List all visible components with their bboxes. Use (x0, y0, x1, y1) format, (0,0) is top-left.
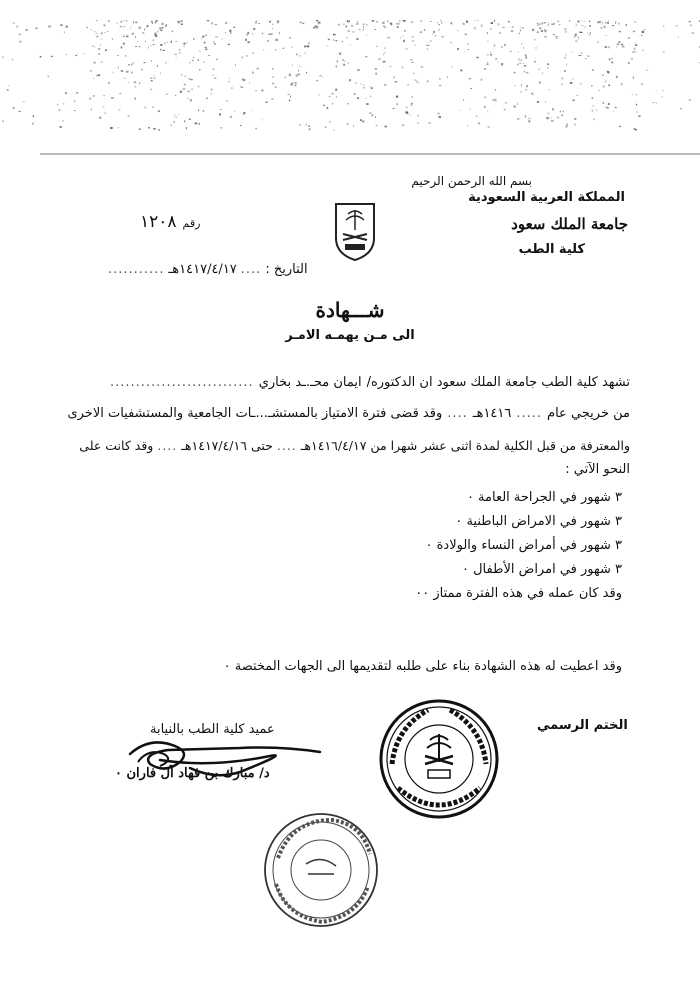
graduation-year: ١٤١٦هـ (472, 406, 512, 421)
college-name: كلية الطب (518, 242, 585, 257)
body-line-2b: وقد قضى فترة الامتياز بالمستشـ...ـات الجامعية والمستشفيات الاخرى (67, 406, 443, 421)
official-seal-label: الختم الرسمي (537, 718, 628, 733)
body-line-1: تشهد كلية الطب جامعة الملك سعود ان الدكتوره/ (366, 375, 630, 390)
body-line-3a: والمعترفة من قبل الكلية لمدة اثنى عشر شهرا من (370, 438, 630, 453)
basmala: بسم الله الرحمن الرحيم (411, 174, 532, 188)
certificate-subtitle: الى مـن يهمـه الامـر (285, 328, 415, 343)
date-value: ١٤١٧/٤/١٧هـ (168, 262, 237, 277)
university-name: جامعة الملك سعود (511, 215, 628, 233)
scan-noise (0, 0, 700, 170)
ref-number: ١٢٠٨ (140, 212, 177, 232)
date-label: التاريخ : (265, 262, 308, 277)
rotation-item: ٣ شهور في أمراض النساء والولادة ٠ (425, 538, 622, 553)
ksu-logo (330, 200, 380, 262)
college-seal (378, 698, 500, 820)
kingdom-name: المملكة العربية السعودية (468, 190, 625, 205)
certificate-title: شـــهادة (315, 298, 385, 322)
signatory-name: د/ مبارك بن فهاد آل فاران ٠ (115, 766, 270, 781)
ref-label: رقم (182, 217, 201, 230)
true-copy-seal (262, 808, 380, 938)
rotation-item: ٣ شهور في الجراحة العامة ٠ (466, 490, 622, 505)
signatory-title: عميد كلية الطب بالنيابة (150, 722, 275, 737)
recipient-name: ايمان محـ.ـد بخاري (258, 375, 362, 390)
rotation-item: ٣ شهور في الامراض الباطنية ٠ (455, 514, 622, 529)
body-line-2a: من خريجي عام (547, 406, 630, 421)
body-line-4: النحو الآتي : (565, 462, 630, 477)
rotation-item: ٣ شهور في امراض الأطفال ٠ (462, 562, 622, 577)
conclusion-text: وقد كان عمله في هذه الفترة ممتاز ٠٠ (415, 586, 622, 601)
from-date: ١٤١٦/٤/١٧هـ (300, 438, 367, 453)
rotations-list (415, 490, 622, 610)
to-label: حتى (250, 438, 273, 453)
closing-text: وقد اعطيت له هذه الشهادة بناء على طلبه لتقديمها الى الجهات المختصة ٠ (223, 659, 622, 674)
to-date: ١٤١٧/٤/١٦هـ (181, 438, 247, 453)
body-line-3b: وقد كانت على (79, 438, 154, 453)
